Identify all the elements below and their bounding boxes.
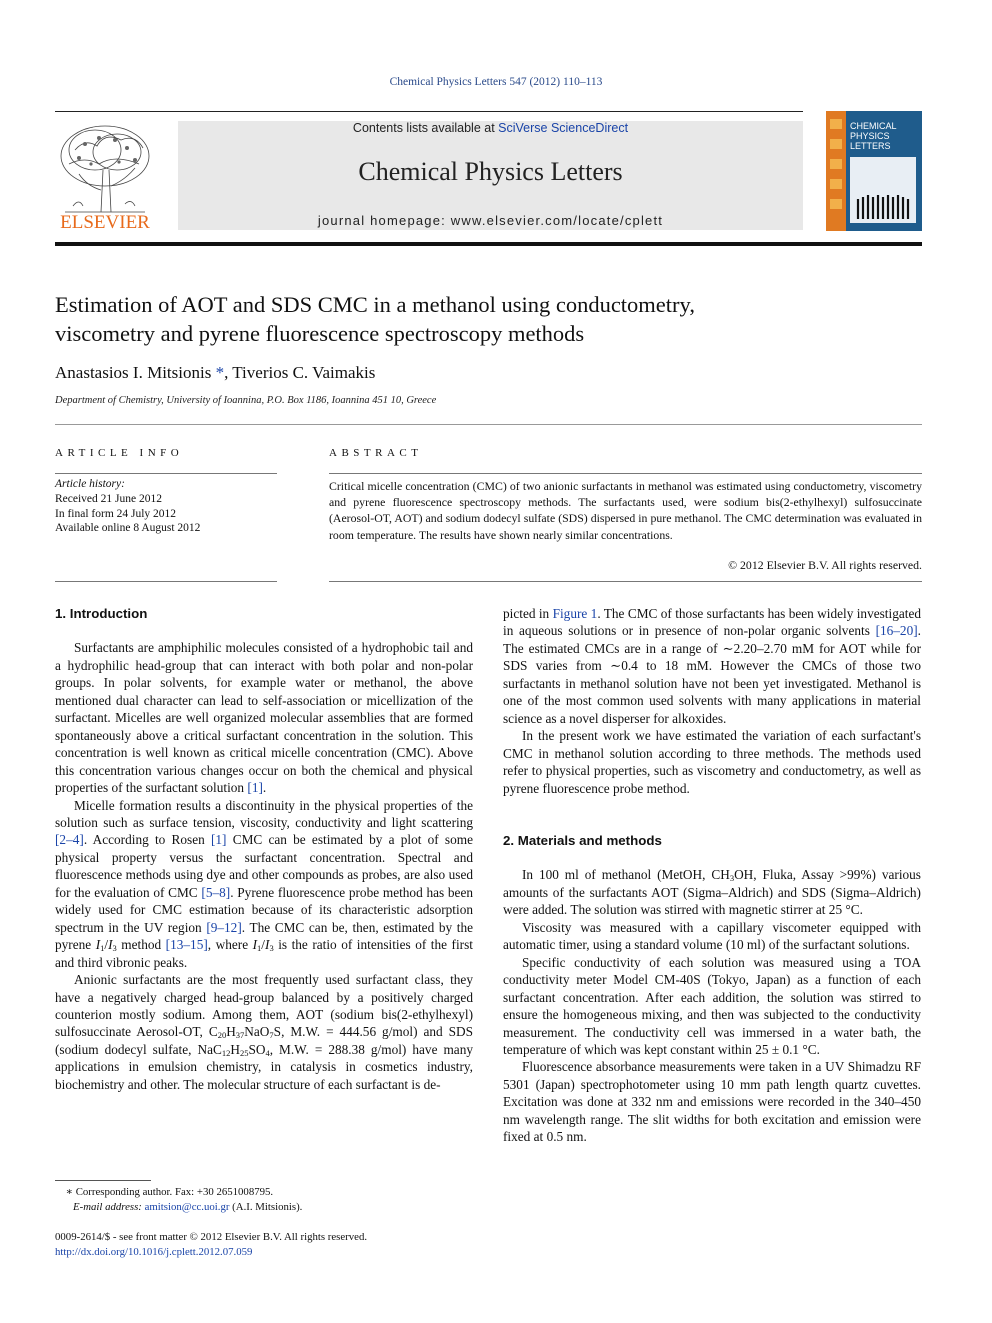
ref-link[interactable]: [1] bbox=[247, 780, 263, 796]
r1-text-c: . The estimated CMCs are in a range of ∼2.20–2.70 mM for AOT while for SDS varies from ∼0.4 to 18 mM. However the CMCs of those two surfactants in methanol solution have not been yet investigated. Methanol is one of the most common used solvents with many applications in material science as a novel disperser for alkoxides. bbox=[503, 623, 921, 726]
p3-text-c: , M.W. = 288.38 g/mol) have many applications in emulsion chemistry, in catalysis in cosmetics industry, biochemistry and other. The molecular structure of each surfactant is de- bbox=[55, 1041, 474, 1092]
r1-text-a: picted in bbox=[503, 606, 553, 621]
p3-text-a: Anionic surfactants are the most frequently used surfactant class, they have a negatively charged head-group balanced by a positively charged counterion mostly sodium. Among them, AOT (sodium bis(2-ethylhexyl) sulfosuccinate Aerosol-OT, bbox=[55, 972, 473, 1040]
author-list bbox=[55, 363, 375, 383]
affiliation: Department of Chemistry, University of Ioannina, P.O. Box 1186, Ioannina 451 10, Greece bbox=[55, 395, 437, 406]
left-column bbox=[55, 605, 473, 1093]
title-line-2: viscometry and pyrene fluorescence spectroscopy methods bbox=[55, 321, 585, 346]
methods-paragraph-1 bbox=[503, 866, 921, 918]
footnote-text: Corresponding author. Fax: +30 2651008795. bbox=[73, 1186, 274, 1198]
r3-text-a: In 100 ml of methanol (MetOH, CH bbox=[522, 867, 730, 883]
affiliation-rule bbox=[55, 424, 922, 425]
article-history bbox=[55, 477, 277, 536]
intro-paragraph-1 bbox=[55, 639, 473, 796]
r3-text-b: OH, Fluka, Assay >99%) various amounts of the surfactants AOT (Sigma–Aldrich) and SDS (Sigma–Aldrich) were added. The solution was stirred with magnetic stirrer at 25 °C. bbox=[503, 867, 921, 918]
front-matter-note: 0009-2614/$ - see front matter © 2012 Elsevier B.V. All rights reserved. bbox=[55, 1231, 368, 1243]
p1-text: Surfactants are amphiphilic molecules consisted of a hydrophobic tail and a hydrophilic head-group that can interact with both polar and non-polar groups. In polar solvents, for example water or methanol, the above mentioned dual character can lead to self-association or micellization of the surfactant. Micelles are well organized molecular assemblies that are formed spontaneously above a critical surfactant concentration in the solution. This concentration is well known as critical micelle concentration (CMC). Above this concentration various changes occur on both the chemical and physical properties of the surfactant solution bbox=[55, 640, 473, 796]
intro-paragraph-4 bbox=[503, 605, 921, 727]
journal-homepage bbox=[178, 213, 803, 228]
elsevier-tree-icon bbox=[55, 120, 155, 232]
intro-paragraph-2 bbox=[55, 797, 473, 972]
corresponding-author-mark[interactable]: * bbox=[215, 363, 225, 382]
ratio-sub: 3 bbox=[269, 943, 274, 954]
ref-link[interactable]: [16–20] bbox=[875, 623, 918, 639]
ratio-symbol: I bbox=[252, 937, 258, 953]
ratio-sub: 1 bbox=[257, 943, 262, 954]
journal-cover[interactable] bbox=[826, 111, 922, 231]
article-title bbox=[55, 290, 935, 348]
history-final-form: In final form 24 July 2012 bbox=[55, 507, 177, 520]
svg-text:ELSEVIER: ELSEVIER bbox=[60, 212, 150, 232]
abstract-copyright: © 2012 Elsevier B.V. All rights reserved. bbox=[728, 558, 922, 572]
abstract-rule-top bbox=[329, 473, 922, 474]
right-column bbox=[503, 605, 921, 1146]
ratio-sub: 3 bbox=[112, 943, 117, 954]
ref-link[interactable]: [1] bbox=[210, 832, 227, 848]
p2-text-f: method bbox=[116, 937, 166, 953]
ref-link[interactable]: [2–4] bbox=[55, 832, 84, 848]
ratio-sub: 1 bbox=[100, 943, 105, 954]
doi-link[interactable]: http://dx.doi.org/10.1016/j.cplett.2012.07.059 bbox=[55, 1246, 253, 1258]
p2-text-e: . The CMC can be, then, estimated by the pyrene bbox=[55, 919, 473, 953]
journal-citation[interactable]: Chemical Physics Letters 547 (2012) 110–113 bbox=[389, 76, 603, 88]
author-1: Anastasios I. Mitsionis bbox=[55, 363, 212, 382]
footnote-corresponding bbox=[55, 1185, 475, 1200]
email-owner: (A.I. Mitsionis). bbox=[229, 1201, 303, 1213]
p2-text-d: . Pyrene fluorescence probe method has been widely used for CMC estimation because of its characteristic adsorption spectrum in the UV region bbox=[55, 884, 474, 935]
p1-end: . bbox=[262, 780, 267, 796]
article-info-rule-bottom bbox=[55, 581, 277, 582]
email-label: E-mail address: bbox=[73, 1201, 142, 1213]
article-info-rule-top bbox=[55, 473, 277, 474]
contents-line bbox=[178, 121, 803, 135]
ratio-slash: / bbox=[261, 937, 265, 953]
header-thick-rule bbox=[55, 242, 922, 246]
p3-text-b: , M.W. = 444.56 g/mol) and SDS (sodium dodecyl sulfate, bbox=[55, 1024, 473, 1057]
ratio-slash: / bbox=[104, 937, 109, 953]
author-separator: , bbox=[224, 363, 233, 382]
history-online: Available online 8 August 2012 bbox=[55, 522, 201, 535]
ratio-symbol: I bbox=[108, 937, 113, 953]
journal-name: Chemical Physics Letters bbox=[358, 157, 623, 186]
homepage-url[interactable]: www.elsevier.com/locate/cplett bbox=[450, 213, 664, 228]
p2-text-a: Micelle formation results a discontinuity in the physical properties of the solution such as surface tension, viscosity, conductivity and light scattering bbox=[55, 797, 473, 830]
ratio-symbol: I bbox=[265, 937, 270, 953]
abstract-rule-bottom bbox=[329, 581, 922, 582]
methods-paragraph-4: Fluorescence absorbance measurements were taken in a UV Shimadzu RF 5301 (Japan) spectrophotometer using 10 mm path length quartz cuvettes. Excitation was done at 332 nm and emissions were recorded in the 340–450 nm wavelength range. The slit widths for both excitation and emission were fixed at 0.5 nm. bbox=[503, 1059, 921, 1145]
ref-link[interactable]: [5–8] bbox=[201, 884, 231, 900]
sds-formula: $NaC_{12}H_{25}SO_4$ bbox=[197, 1041, 270, 1058]
homepage-prefix: journal homepage: bbox=[317, 213, 451, 228]
email-link[interactable]: amitsion@cc.uoi.gr bbox=[144, 1201, 230, 1213]
p2-text-b: . According to Rosen bbox=[83, 832, 211, 848]
abstract-text: Critical micelle concentration (CMC) of two anionic surfactants in methanol was estimated using conductometry, viscometry and pyrene fluorescence spectroscopy methods. The surfactants used, were sodium bis(2-ethylhexyl) sulfosuccinate (Aerosol-OT, AOT) and sodium dodecyl sulfate (SDS) dispersed in pure methanol. The CMC determination was evaluated in room temperature. The results have shown nearly similar concentrations. bbox=[329, 479, 922, 542]
cover-title: CHEMICAL PHYSICS LETTERS bbox=[850, 121, 897, 151]
history-label: Article history: bbox=[55, 478, 125, 490]
figure-1-link[interactable]: Figure 1 bbox=[552, 606, 598, 621]
p2-text-g: , where bbox=[207, 937, 253, 953]
p2-text-c: CMC can be estimated by a plot of some physical property versus the surfactant concentration. Spectral and fluorescence methods using dye and other compounds as probes, are also used for the evaluation of CMC bbox=[55, 832, 473, 900]
intro-paragraph-5: In the present work we have estimated the variation of each surfactant's CMC in methanol solution according to three methods. The methods used refer to physical properties, such as viscometry and conductometry, as well as pyrene fluorescence probe method. bbox=[503, 728, 921, 796]
footnote-rule bbox=[55, 1180, 151, 1181]
section-1-heading: 1. Introduction bbox=[55, 606, 148, 621]
sciencedirect-link[interactable]: SciVerse ScienceDirect bbox=[498, 121, 629, 135]
header-rule bbox=[55, 111, 803, 112]
methods-paragraph-3: Specific conductivity of each solution was measured using a TOA conductivity meter Model CM-40S (Tokyo, Japan) as a function of each surfactant concentration. After each addition, the solution was stirred to ensure the homogeneous mixing, and then was subjected to the conductivity measurement. The conductivity cell was immersed in a water bath, the temperature of which was kept constant within 25 ± 0.1 °C. bbox=[503, 954, 921, 1057]
author-2: Tiverios C. Vaimakis bbox=[232, 363, 376, 382]
history-received: Received 21 June 2012 bbox=[55, 492, 162, 505]
intro-paragraph-3 bbox=[55, 971, 473, 1093]
methods-paragraph-2: Viscosity was measured with a capillary viscometer equipped with automatic timer, using a standard volume (10 ml) of the surfactant solutions. bbox=[503, 919, 921, 953]
ref-link[interactable]: [13–15] bbox=[165, 937, 208, 953]
contents-prefix: Contents lists available at bbox=[352, 121, 499, 135]
section-2-heading: 2. Materials and methods bbox=[503, 832, 662, 848]
ratio-symbol: I bbox=[95, 937, 101, 953]
footnote-email bbox=[73, 1200, 493, 1215]
ref-link[interactable]: [9–12] bbox=[206, 919, 242, 935]
aot-formula: $C_{20}H_{37}NaO_7S$ bbox=[208, 1024, 282, 1041]
r1-text-b: . The CMC of those surfactants has been widely investigated in aqueous solutions or in presence of non-polar organic solvents bbox=[503, 606, 921, 639]
article-info-heading: ARTICLE INFO bbox=[55, 447, 184, 459]
ch3-sub: 3 bbox=[729, 873, 735, 884]
title-line-1: Estimation of AOT and SDS CMC in a methanol using conductometry, bbox=[55, 292, 695, 317]
p2-text-h: is the ratio of intensities of the first and third vibronic peaks. bbox=[55, 937, 473, 970]
footnote-mark: ∗ bbox=[65, 1186, 73, 1198]
elsevier-logo[interactable] bbox=[55, 120, 155, 232]
abstract-heading: ABSTRACT bbox=[329, 447, 423, 459]
